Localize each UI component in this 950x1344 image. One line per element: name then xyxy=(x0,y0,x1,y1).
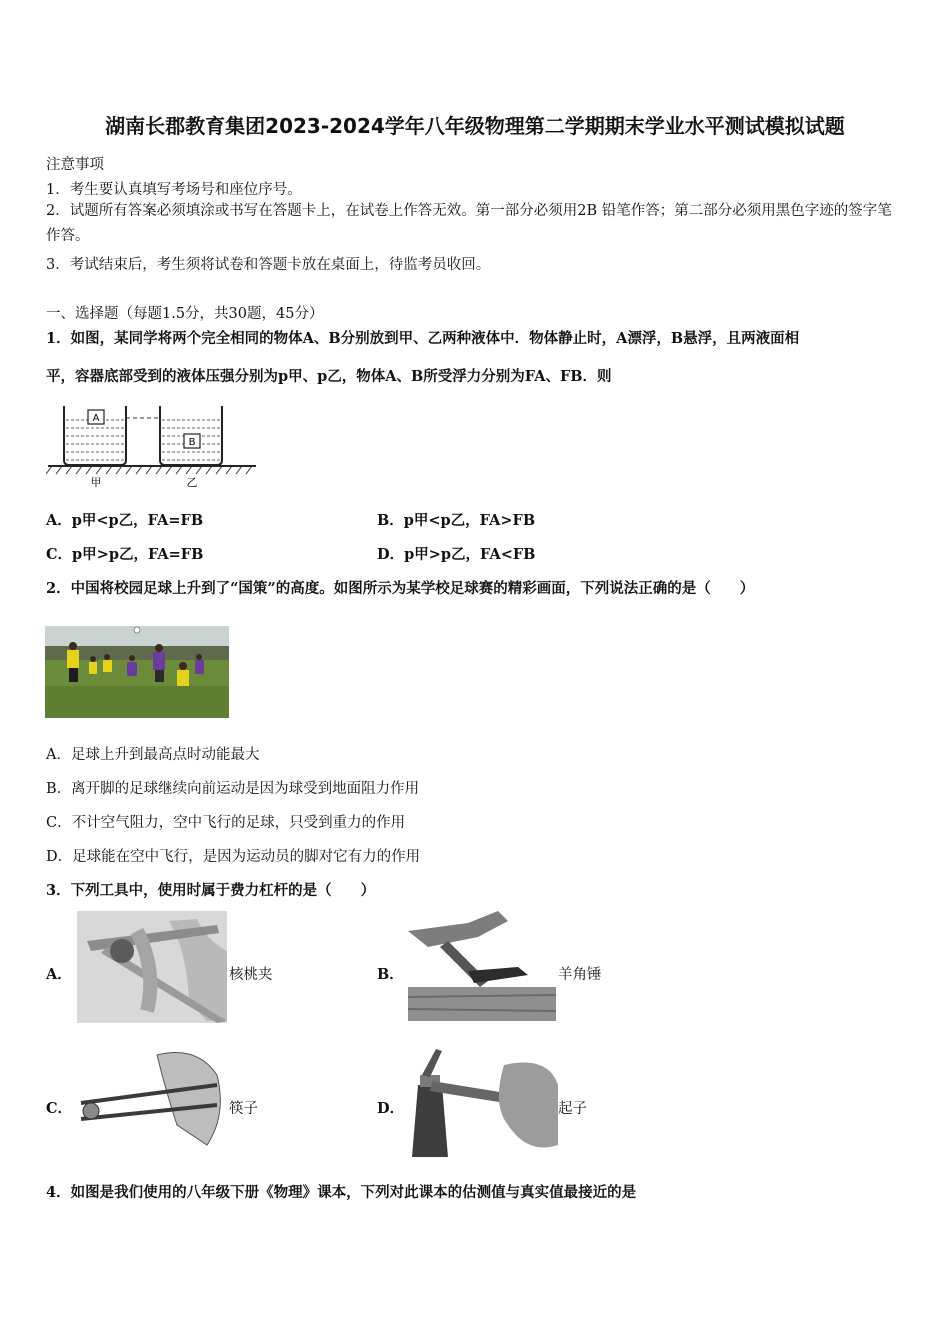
q1-containers-figure xyxy=(46,398,258,490)
q3-option-d-label: 起子 xyxy=(558,1101,587,1117)
q1-option-c: C．p甲>p乙，FA=FB xyxy=(46,546,204,563)
q3-option-b-label: 羊角锤 xyxy=(558,967,602,983)
q3-option-a-label: 核桃夹 xyxy=(229,967,273,983)
container-left-label: 甲 xyxy=(90,476,102,489)
notice-heading: 注意事项 xyxy=(46,157,104,173)
q3-stem: 3．下列工具中，使用时属于费力杠杆的是（ ） xyxy=(46,882,376,899)
q4-stem: 4．如图是我们使用的八年级下册《物理》课本，下列对此课本的估测值与真实值最接近的是 xyxy=(46,1184,637,1201)
q3-option-d-letter: D． xyxy=(377,1100,405,1117)
block-b-label: B xyxy=(188,437,196,448)
bottle-opener-image xyxy=(408,1045,558,1157)
soccer-photo xyxy=(45,626,229,718)
q3-option-c-label: 筷子 xyxy=(229,1101,258,1117)
q1-stem-line1: 1．如图，某同学将两个完全相同的物体A、B分别放到甲、乙两种液体中．物体静止时，A漂浮，B悬浮，且两液面相 xyxy=(46,330,800,347)
notice-item-1: 1．考生要认真填写考场号和座位序号。 xyxy=(46,182,302,198)
page-title: 湖南长郡教育集团2023-2024学年八年级物理第二学期期末学业水平测试模拟试题 xyxy=(105,114,845,138)
section-heading: 一、选择题（每题1.5分，共30题，45分） xyxy=(46,306,324,322)
q1-option-d: D．p甲>p乙，FA<FB xyxy=(377,546,536,563)
container-right-label: 乙 xyxy=(186,476,198,489)
claw-hammer-image xyxy=(408,911,556,1023)
nutcracker-image xyxy=(77,911,227,1023)
block-a-label: A xyxy=(92,413,100,424)
q3-option-c-letter: C． xyxy=(46,1100,73,1117)
q1-option-a: A．p甲<p乙，FA=FB xyxy=(46,512,204,529)
q1-stem-line2: 平，容器底部受到的液体压强分别为p甲、p乙，物体A、B所受浮力分别为FA、FB．则 xyxy=(46,368,612,385)
notice-item-2: 2．试题所有答案必须填涂或书写在答题卡上，在试卷上作答无效。第一部分必须用2B 铅笔作答；第二部分必须用黑色字迹的签字笔作答。 xyxy=(46,203,892,244)
q3-option-a-letter: A． xyxy=(46,966,72,983)
q2-option-d: D．足球能在空中飞行，是因为运动员的脚对它有力的作用 xyxy=(46,849,421,865)
chopsticks-image xyxy=(77,1045,227,1157)
q3-option-b-letter: B． xyxy=(377,966,404,983)
notice-item-3: 3．考试结束后，考生须将试卷和答题卡放在桌面上，待监考员收回。 xyxy=(46,257,491,273)
q1-option-b: B．p甲<p乙，FA>FB xyxy=(377,512,536,529)
q2-stem: 2．中国将校园足球上升到了“国策”的高度。如图所示为某学校足球赛的精彩画面，下列说法正确的是（ ） xyxy=(46,580,755,597)
q2-option-c: C．不计空气阻力，空中飞行的足球，只受到重力的作用 xyxy=(46,815,406,831)
q2-option-a: A．足球上升到最高点时动能最大 xyxy=(46,747,260,763)
q2-option-b: B．离开脚的足球继续向前运动是因为球受到地面阻力作用 xyxy=(46,781,420,797)
